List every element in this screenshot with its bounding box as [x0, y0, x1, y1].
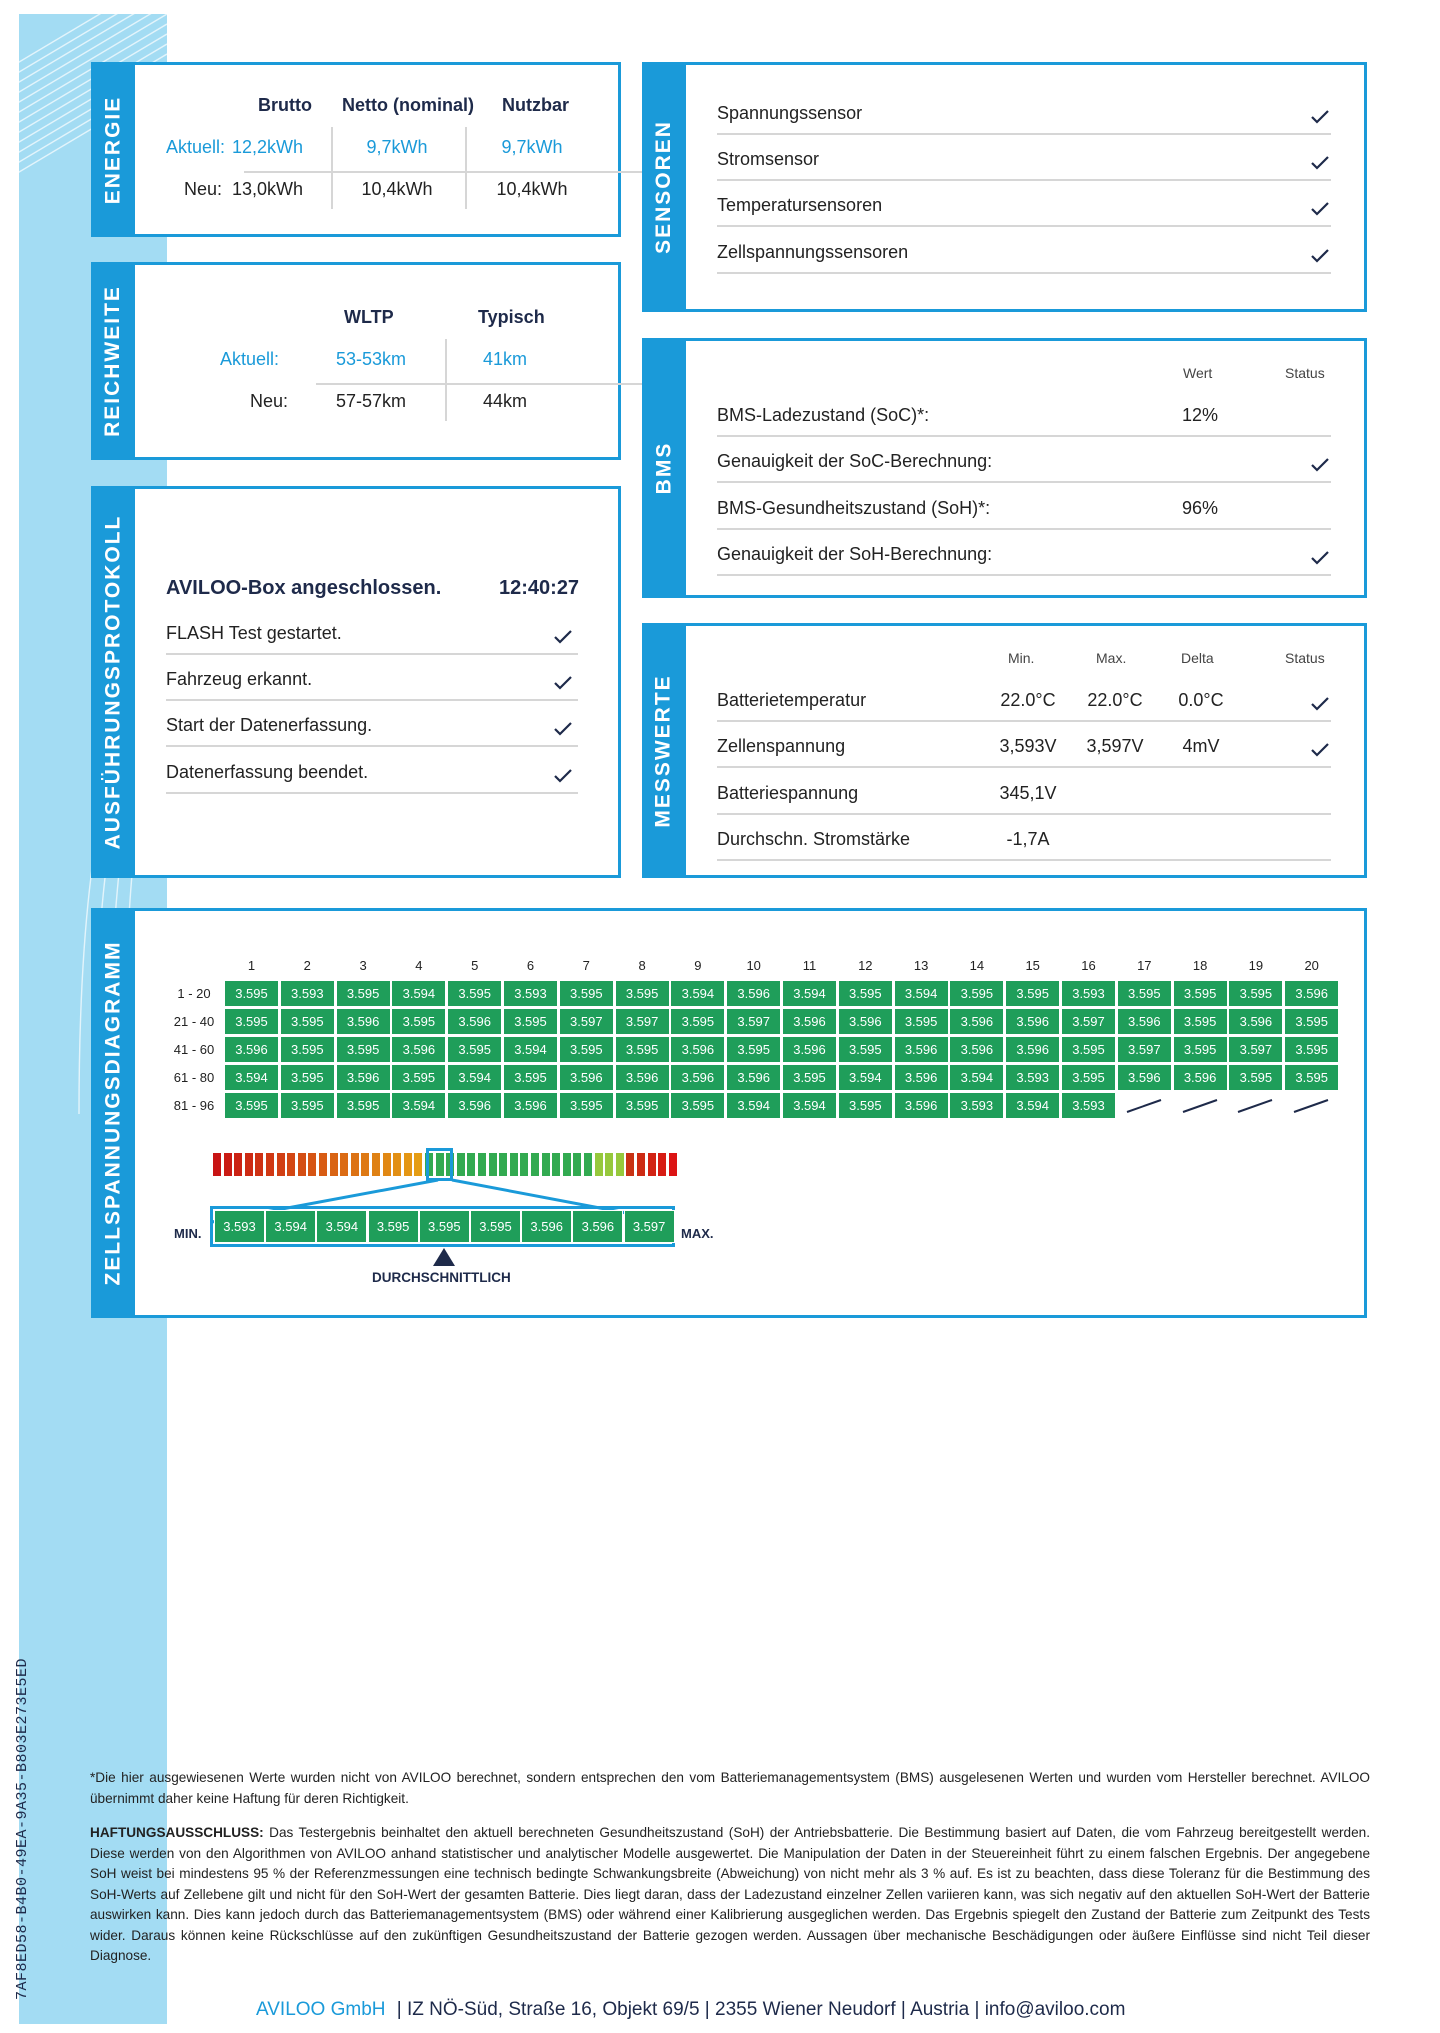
- grid-column-header: 18: [1192, 958, 1208, 973]
- cell-voltage: 3.594: [391, 980, 446, 1007]
- grid-column-header: 6: [526, 958, 535, 973]
- bms-header-status: Status: [1285, 365, 1325, 381]
- scale-segment: [457, 1153, 465, 1176]
- cell-voltage: 3.596: [1117, 1064, 1172, 1091]
- scale-segment: [404, 1153, 412, 1176]
- cell-voltage: 3.594: [391, 1092, 446, 1119]
- cell-voltage: 3.594: [782, 1092, 837, 1119]
- checkmark-icon: [1311, 551, 1329, 565]
- bms-row-value-3: 96%: [1181, 498, 1219, 518]
- cell-voltage: 3.595: [1228, 1064, 1283, 1091]
- reichweite-panel: [91, 262, 621, 460]
- scale-segment: [648, 1153, 656, 1176]
- cell-voltage: 3.597: [1117, 1036, 1172, 1063]
- messwerte-panel: [642, 623, 1367, 878]
- grid-row-header: 61 - 80: [173, 1070, 215, 1085]
- company-name: AVILOO GmbH: [256, 1999, 386, 2020]
- cell-voltage: 3.595: [838, 980, 893, 1007]
- grid-column-header: 3: [359, 958, 367, 973]
- messwerte-row-label-2: Zellenspannung: [717, 736, 846, 756]
- messwerte-row-min-2: 3,593V: [999, 736, 1057, 756]
- cell-voltage: 3.595: [280, 1036, 335, 1063]
- cell-voltage: 3.596: [336, 1008, 391, 1035]
- checkmark-icon: [554, 630, 572, 644]
- scale-segment: [637, 1153, 645, 1176]
- empty-cell-dash: [1228, 1092, 1283, 1119]
- checkmark-icon: [1311, 458, 1329, 472]
- minmax-cell: 3.594: [316, 1210, 367, 1243]
- cell-voltage: 3.595: [503, 1064, 558, 1091]
- cell-voltage: 3.595: [280, 1092, 335, 1119]
- messwerte-row-label-1: Batterietemperatur: [717, 690, 867, 710]
- grid-row-header: 81 - 96: [173, 1098, 215, 1113]
- scale-segment: [573, 1153, 581, 1176]
- company-address: | IZ NÖ-Süd, Straße 16, Objekt 69/5 | 2355 Wiener Neudorf | Austria | info@aviloo.com: [396, 1999, 1126, 2020]
- reichweite-header-wltp: WLTP: [344, 307, 394, 327]
- scale-segment: [467, 1153, 475, 1176]
- cell-voltage: 3.594: [782, 980, 837, 1007]
- grid-column-header: 2: [303, 958, 311, 973]
- zellspannung-tab: ZELLSPANNUNGSDIAGRAMM: [91, 908, 135, 1318]
- messwerte-row-label-3: Batteriespannung: [717, 783, 859, 803]
- reichweite-aktuell-typisch: 41km: [482, 349, 527, 369]
- reichweite-tab: REICHWEITE: [91, 262, 135, 460]
- energie-panel: [91, 62, 621, 237]
- scale-segment: [489, 1153, 497, 1176]
- cell-voltage: 3.593: [1061, 1092, 1116, 1119]
- scale-segment: [213, 1153, 221, 1176]
- grid-column-header: 17: [1137, 958, 1152, 973]
- scale-segment: [277, 1153, 285, 1176]
- messwerte-row-delta-2: 4mV: [1182, 736, 1220, 756]
- messwerte-row-label-4: Durchschn. Stromstärke: [717, 829, 911, 849]
- cell-voltage: 3.596: [1117, 1008, 1172, 1035]
- cell-voltage: 3.595: [670, 1008, 725, 1035]
- scale-segment: [266, 1153, 274, 1176]
- cell-voltage: 3.595: [1061, 1064, 1116, 1091]
- sensoren-tab: SENSOREN: [642, 62, 686, 312]
- bms-row-value-1: 12%: [1181, 405, 1219, 425]
- cell-voltage: 3.597: [1061, 1008, 1116, 1035]
- cell-voltage: 3.594: [670, 980, 725, 1007]
- grid-column-header: 16: [1081, 958, 1096, 973]
- protokoll-time: 12:40:27: [499, 577, 580, 599]
- reichweite-neu-wltp: 57-57km: [335, 391, 407, 411]
- cell-voltage: 3.595: [1284, 1008, 1339, 1035]
- cell-voltage: 3.596: [1228, 1008, 1283, 1035]
- grid-column-header: 10: [746, 958, 761, 973]
- scale-segment: [520, 1153, 528, 1176]
- cell-voltage: 3.596: [1005, 1036, 1060, 1063]
- cell-voltage: 3.596: [838, 1008, 893, 1035]
- cell-voltage: 3.594: [949, 1064, 1004, 1091]
- scale-segment: [298, 1153, 306, 1176]
- grid-column-header: 12: [858, 958, 873, 973]
- cell-voltage: 3.597: [1228, 1036, 1283, 1063]
- cell-voltage: 3.597: [559, 1008, 614, 1035]
- scale-segment: [499, 1153, 507, 1176]
- reichweite-row-label-aktuell: Aktuell:: [220, 349, 280, 369]
- cell-voltage: 3.597: [615, 1008, 670, 1035]
- bms-panel: [642, 338, 1367, 598]
- grid-column-header: 14: [969, 958, 985, 973]
- energie-aktuell-nutzbar: 9,7kWh: [501, 137, 563, 157]
- messwerte-row-delta-1: 0.0°C: [1178, 690, 1224, 710]
- checkmark-icon: [1311, 743, 1329, 757]
- cell-voltage: 3.594: [838, 1064, 893, 1091]
- scale-segment: [626, 1153, 634, 1176]
- cell-voltage: 3.596: [391, 1036, 446, 1063]
- checkmark-icon: [554, 676, 572, 690]
- minmax-cell: 3.595: [419, 1210, 470, 1243]
- reichweite-aktuell-wltp: 53-53km: [335, 349, 407, 369]
- cell-voltage: 3.595: [391, 1008, 446, 1035]
- protokoll-step-1: FLASH Test gestartet.: [166, 623, 342, 643]
- energie-aktuell-netto: 9,7kWh: [366, 137, 428, 157]
- cell-voltage: 3.595: [838, 1036, 893, 1063]
- cell-voltage: 3.595: [280, 1064, 335, 1091]
- cell-voltage: 3.593: [949, 1092, 1004, 1119]
- energie-tab: ENERGIE: [91, 62, 135, 237]
- messwerte-row-max-1: 22.0°C: [1087, 690, 1143, 710]
- energie-row-label-aktuell: Aktuell:: [166, 137, 226, 157]
- sensoren-item-1: Spannungssensor: [717, 103, 863, 123]
- cell-voltage: 3.595: [447, 1036, 502, 1063]
- cell-voltage: 3.594: [503, 1036, 558, 1063]
- energie-neu-netto: 10,4kWh: [361, 179, 433, 199]
- cell-voltage: 3.595: [615, 980, 670, 1007]
- scale-highlight-frame: [426, 1148, 453, 1181]
- cell-voltage: 3.593: [503, 980, 558, 1007]
- cell-voltage: 3.595: [782, 1064, 837, 1091]
- grid-column-header: 4: [415, 958, 423, 973]
- cell-voltage: 3.594: [447, 1064, 502, 1091]
- energie-neu-nutzbar: 10,4kWh: [496, 179, 568, 199]
- cell-voltage: 3.595: [224, 1092, 279, 1119]
- energie-header-nutzbar: Nutzbar: [502, 95, 569, 115]
- messwerte-header-min: Min.: [1008, 650, 1035, 666]
- checkmark-icon: [1311, 202, 1329, 216]
- grid-column-header: 19: [1248, 958, 1264, 973]
- cell-voltage: 3.596: [726, 1064, 781, 1091]
- energie-header-brutto: Brutto: [258, 95, 312, 115]
- cell-voltage: 3.596: [1173, 1064, 1228, 1091]
- empty-cell-dash: [1284, 1092, 1339, 1119]
- scale-segment: [542, 1153, 550, 1176]
- cell-voltage: 3.595: [726, 1036, 781, 1063]
- cell-voltage: 3.595: [1228, 980, 1283, 1007]
- grid-column-header: 1: [247, 958, 256, 973]
- cell-voltage: 3.596: [894, 1064, 949, 1091]
- scale-segment: [255, 1153, 263, 1176]
- messwerte-row-min-3: 345,1V: [999, 783, 1057, 803]
- grid-column-header: 11: [802, 958, 817, 973]
- footer-disclaimer: [90, 1823, 1370, 1967]
- cell-voltage: 3.596: [894, 1036, 949, 1063]
- cell-voltage: 3.596: [336, 1064, 391, 1091]
- cell-voltage: 3.596: [447, 1008, 502, 1035]
- scale-segment: [531, 1153, 539, 1176]
- protokoll-step-3: Start der Datenerfassung.: [166, 715, 373, 735]
- cell-voltage: 3.596: [726, 980, 781, 1007]
- messwerte-row-min-4: -1,7A: [1006, 829, 1050, 849]
- cell-voltage: 3.594: [224, 1064, 279, 1091]
- cell-voltage: 3.595: [447, 980, 502, 1007]
- scale-segment: [361, 1153, 369, 1176]
- scale-segment: [372, 1153, 380, 1176]
- cell-voltage: 3.595: [1284, 1036, 1339, 1063]
- protokoll-tab: AUSFÜHRUNGSPROTOKOLL: [91, 486, 135, 878]
- protokoll-panel: [91, 486, 621, 878]
- scale-segment: [605, 1153, 613, 1176]
- empty-cell-dash: [1117, 1092, 1172, 1119]
- scale-segment: [616, 1153, 624, 1176]
- grid-column-header: 7: [582, 958, 590, 973]
- scale-segment: [308, 1153, 316, 1176]
- messwerte-row-max-2: 3,597V: [1086, 736, 1144, 756]
- energie-header-netto: Netto (nominal): [342, 95, 474, 115]
- minmax-cell: 3.595: [470, 1210, 521, 1243]
- protokoll-step-2: Fahrzeug erkannt.: [166, 669, 313, 689]
- grid-column-header: 15: [1025, 958, 1040, 973]
- scale-segment: [351, 1153, 359, 1176]
- scale-segment: [319, 1153, 327, 1176]
- scale-segment: [552, 1153, 560, 1176]
- cell-voltage: 3.595: [280, 1008, 335, 1035]
- reichweite-row-label-neu: Neu:: [249, 391, 288, 411]
- cell-voltage: 3.596: [615, 1064, 670, 1091]
- cell-voltage: 3.596: [949, 1036, 1004, 1063]
- messwerte-row-min-1: 22.0°C: [1000, 690, 1056, 710]
- cell-voltage: 3.595: [559, 980, 614, 1007]
- cell-voltage: 3.595: [336, 1092, 391, 1119]
- scale-segment: [584, 1153, 592, 1176]
- cell-voltage: 3.596: [224, 1036, 279, 1063]
- cell-voltage: 3.595: [1173, 980, 1228, 1007]
- cell-voltage: 3.595: [1061, 1036, 1116, 1063]
- cell-voltage: 3.595: [894, 1008, 949, 1035]
- sensoren-panel: [642, 62, 1367, 312]
- scale-segment: [245, 1153, 253, 1176]
- footer-note: *Die hier ausgewiesenen Werte wurden nicht von AVILOO berechnet, sondern entsprechen den vom Batteriemanagementsystem (BMS) ausgelesenen Werten und wurden vom Hersteller berechnet. AVILOO übernimmt daher keine Haftung für deren Richtigkeit.: [90, 1770, 1370, 1806]
- energie-neu-brutto: 13,0kWh: [231, 179, 303, 199]
- cell-voltage: 3.596: [559, 1064, 614, 1091]
- cell-voltage: 3.595: [336, 1036, 391, 1063]
- footer-contact: [256, 1999, 1125, 2021]
- cell-voltage: 3.596: [503, 1092, 558, 1119]
- cell-voltage: 3.594: [1005, 1092, 1060, 1119]
- scale-segment: [414, 1153, 422, 1176]
- cell-voltage: 3.596: [670, 1064, 725, 1091]
- scale-segment: [234, 1153, 242, 1176]
- scale-segment: [563, 1153, 571, 1176]
- scale-segment: [478, 1153, 486, 1176]
- protokoll-step-4: Datenerfassung beendet.: [166, 762, 369, 782]
- cell-voltage: 3.596: [949, 1008, 1004, 1035]
- scale-segment: [340, 1153, 348, 1176]
- bms-row-label-3: BMS-Gesundheitszustand (SoH)*:: [717, 498, 991, 518]
- grid-column-header: 5: [471, 958, 479, 973]
- bms-tab: BMS: [642, 338, 686, 598]
- cell-voltage: 3.595: [391, 1064, 446, 1091]
- cell-voltage: 3.595: [336, 980, 391, 1007]
- cell-voltage: 3.595: [1284, 1064, 1339, 1091]
- checkmark-icon: [1311, 156, 1329, 170]
- cell-voltage: 3.595: [224, 980, 279, 1007]
- cell-voltage: 3.595: [1005, 980, 1060, 1007]
- bms-row-label-2: Genauigkeit der SoC-Berechnung:: [717, 451, 993, 471]
- cell-voltage: 3.596: [1284, 980, 1339, 1007]
- minmax-cell: 3.595: [368, 1210, 419, 1243]
- cell-voltage: 3.595: [670, 1092, 725, 1119]
- cell-voltage: 3.596: [782, 1008, 837, 1035]
- scale-segment: [330, 1153, 338, 1176]
- grid-column-header: 9: [694, 958, 702, 973]
- cell-voltage: 3.593: [1005, 1064, 1060, 1091]
- energie-aktuell-brutto: 12,2kWh: [231, 137, 303, 157]
- disclaimer-text: Das Testergebnis beinhaltet den aktuell berechneten Gesundheitszustand (SoH) der Antriebsbatterie. Die Bestimmung basiert auf Daten, die vom Fahrzeug bereitgestellt werden. Diese werden von den Algorithmen von AVILOO anhand statistischer und analytischer Modelle ausgewertet. Die Manipulation der Daten in der Steuereinheit führt zu einem falschen Ergebnis. Der angegebene SoH weist bei mindestens 95 % der Referenzmessungen eine technisch bedingte Schwankungsbreite (Abweichung) von nicht mehr als 3 % auf. Es ist zu beachten, dass diese Toleranz für die Bestimmung des SoH-Werts auf Zellebene gilt und nicht für den SoH-Wert der gesamten Batterie. Dies liegt daran, dass der Ladezustand einzelner Zellen variieren kann, was sich negativ auf den aktuellen SoH-Wert der Batterie auswirken kann. Dies kann jedoch durch das Batteriemanagementsystem (BMS) oder während einer Kalibrierung ausgeglichen werden. Das Ergebnis spiegelt den Zustand der Batterie zum Zeitpunkt des Tests wider. Daraus können keine Rückschlüsse auf den zukünftigen Gesundheitszustand der Batterie gezogen werden. Aussagen über mechanische Beschädigungen oder äußere Einflüsse sind nicht Teil dieser Diagnose.: [90, 1825, 1370, 1963]
- cell-voltage: 3.596: [894, 1092, 949, 1119]
- bms-row-label-4: Genauigkeit der SoH-Berechnung:: [717, 544, 993, 564]
- cell-voltage: 3.593: [280, 980, 335, 1007]
- cell-voltage: 3.595: [615, 1092, 670, 1119]
- minmax-cell: 3.593: [214, 1210, 265, 1243]
- cell-voltage: 3.595: [503, 1008, 558, 1035]
- energie-row-label-neu: Neu:: [183, 179, 222, 199]
- minmax-cell: 3.594: [265, 1210, 316, 1243]
- disclaimer-title: HAFTUNGSAUSSCHLUSS:: [90, 1825, 264, 1840]
- cell-voltage: 3.594: [726, 1092, 781, 1119]
- messwerte-header-status: Status: [1285, 650, 1325, 666]
- grid-row-header: 21 - 40: [173, 1014, 215, 1029]
- empty-cell-dash: [1173, 1092, 1228, 1119]
- cell-voltage: 3.595: [615, 1036, 670, 1063]
- grid-row-header: 41 - 60: [173, 1042, 215, 1057]
- scale-segment: [383, 1153, 391, 1176]
- scale-segment: [595, 1153, 603, 1176]
- scale-segment: [287, 1153, 295, 1176]
- cell-voltage: 3.594: [894, 980, 949, 1007]
- cell-voltage: 3.596: [670, 1036, 725, 1063]
- protokoll-title: AVILOO-Box angeschlossen.: [166, 577, 442, 599]
- checkmark-icon: [554, 722, 572, 736]
- min-label: MIN.: [174, 1226, 202, 1241]
- checkmark-icon: [1311, 110, 1329, 124]
- checkmark-icon: [554, 769, 572, 783]
- bms-row-label-1: BMS-Ladezustand (SoC)*:: [717, 405, 930, 425]
- cell-voltage: 3.595: [559, 1092, 614, 1119]
- messwerte-tab: MESSWERTE: [642, 623, 686, 878]
- cell-voltage: 3.595: [1173, 1036, 1228, 1063]
- document-id: 7AF8ED58-B4B0-49EA-9A35-B803E273E5ED: [14, 1657, 31, 2000]
- scale-segment: [669, 1153, 677, 1176]
- scale-segment: [658, 1153, 666, 1176]
- checkmark-icon: [1311, 249, 1329, 263]
- cell-voltage: 3.595: [1117, 980, 1172, 1007]
- cell-voltage: 3.597: [726, 1008, 781, 1035]
- cell-voltage: 3.595: [838, 1092, 893, 1119]
- cell-voltage: 3.595: [559, 1036, 614, 1063]
- grid-column-header: 13: [913, 958, 929, 973]
- minmax-cell: 3.596: [572, 1210, 623, 1243]
- cell-voltage: 3.596: [782, 1036, 837, 1063]
- cell-voltage: 3.596: [447, 1092, 502, 1119]
- scale-segment: [393, 1153, 401, 1176]
- minmax-cell: 3.597: [624, 1210, 675, 1243]
- bms-header-wert: Wert: [1183, 365, 1213, 381]
- minmax-cell: 3.596: [521, 1210, 572, 1243]
- cell-voltage: 3.595: [949, 980, 1004, 1007]
- sensoren-item-2: Stromsensor: [717, 149, 820, 169]
- cell-voltage: 3.595: [1173, 1008, 1228, 1035]
- messwerte-header-delta: Delta: [1181, 650, 1214, 666]
- messwerte-header-max: Max.: [1096, 650, 1127, 666]
- checkmark-icon: [1311, 697, 1329, 711]
- max-label: MAX.: [681, 1226, 714, 1241]
- sensoren-item-3: Temperatursensoren: [717, 195, 883, 215]
- scale-segment: [224, 1153, 232, 1176]
- cell-voltage: 3.593: [1061, 980, 1116, 1007]
- reichweite-neu-typisch: 44km: [482, 391, 527, 411]
- average-marker-icon: [432, 1247, 456, 1267]
- grid-column-header: 8: [638, 958, 646, 973]
- grid-column-header: 20: [1304, 958, 1319, 973]
- cell-voltage: 3.595: [224, 1008, 279, 1035]
- reichweite-header-typisch: Typisch: [478, 307, 545, 327]
- grid-row-header: 1 - 20: [177, 986, 211, 1001]
- average-label: DURCHSCHNITTLICH: [372, 1270, 511, 1285]
- scale-segment: [510, 1153, 518, 1176]
- cell-voltage: 3.596: [1005, 1008, 1060, 1035]
- sensoren-item-4: Zellspannungssensoren: [717, 242, 909, 262]
